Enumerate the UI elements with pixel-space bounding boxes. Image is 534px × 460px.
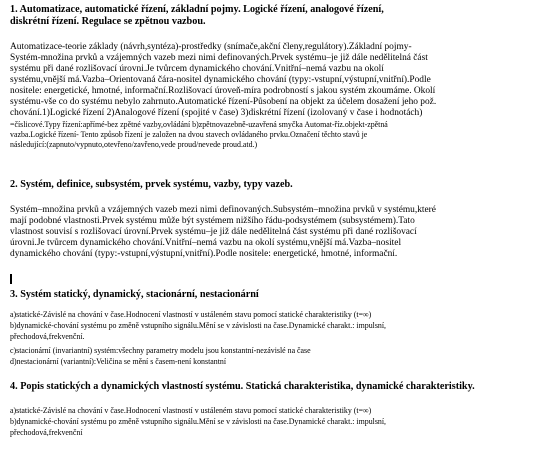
section-2-text-line: mají podobné vlastnosti.Prvek systému může být systémem nižšího řádu-podsystémem (subsystémem).Tato: [10, 216, 415, 226]
section-2-text-line: dynamického chování (typy:-vstupní,výstupní,vnitřní).Podle nositele: energetické, hmotné, informační.: [10, 249, 398, 259]
section-3-small-line: c)stacionární (invariantní) systém:všechny parametry modelu jsou konstantní-nezávislé na čase: [10, 346, 311, 355]
section-1-text-line: chování.1)Logické řízení 2)Analogové řízení (spojité v čase) 3)diskrétní řízení (izolovaný v čase i hodnotách): [10, 108, 423, 118]
section-1-small-line: vazba.Logické řízení- Tento způsob řízení je založen na dvou stavech ovládaného prvku.Označení těchto stavů je: [10, 130, 368, 139]
section-3-small-line: b)dynamické-chování systému po změně vstupního signálu.Mění se v závislosti na čase.Dynamické charakt.: impulsní,: [10, 321, 387, 330]
section-1-text-line: nositele: energetické, hmotné, informační.Rozlišovací úroveň-míra podrobností s jakou systém zkoumáme. Okolí: [10, 86, 436, 96]
section-1-text-line: systému při dané rozlišovací úrovni.Je tvůrcem dynamického chování.Vnitřní–nemá vazbu na okolí: [10, 64, 384, 74]
section-3-small-line: a)statické-Závislé na chování v čase.Hodnocení vlastností v ustáleném stavu pomocí statické charakteristiky (t=∞): [10, 310, 372, 319]
section-1-text-line: Automatizace-teorie základy (návrh,syntéza)-prostředky (snímače,akční členy,regulátory).Základní pojmy-: [10, 42, 412, 52]
section-1-small-line: =číslicové.Typy řízení:apřímé-bez zpětné vazby,ovládání b)zpětnovazebně-uzavřená smyčka Automat-říz.objekt-zpětná: [10, 120, 388, 129]
section-1-heading-line-1: 1. Automatizace, automatické řízení, základní pojmy. Logické řízení, analogové řízení,: [10, 4, 384, 15]
text-cursor: [10, 274, 12, 284]
section-3-small-line: d)nestacionární (variantní):Veličina se mění s časem-není konstantní: [10, 357, 227, 366]
section-4-small-line: a)statické-Závislé na chování v čase.Hodnocení vlastností v ustáleném stavu pomocí statické charakteristiky (t=∞): [10, 406, 372, 415]
section-2-text-line: Systém–množina prvků a vzájemných vazeb mezi nimi definovaných.Subsystém–množina prvků v systému,které: [10, 205, 436, 215]
section-3-heading: 3. Systém statický, dynamický, stacionární, nestacionární: [10, 289, 259, 300]
section-4-heading: 4. Popis statických a dynamických vlastností systému. Statická charakteristika, dynamické charakteristiky.: [10, 381, 475, 392]
section-4-small-line: přechodová,frekvenční: [10, 428, 83, 437]
section-2-heading: 2. Systém, definice, subsystém, prvek systému, vazby, typy vazeb.: [10, 179, 293, 190]
section-2-text-line: úrovni.Je tvůrcem dynamického chování.Vnitřní–nemá vazbu na okolí systému,vnější má.Vazba–nositel: [10, 238, 402, 248]
section-1-text-line: systému-vše co do systému nebylo zahrnuto.Automatické řízení-Působení na objekt za účelem dosažení jeho pož.: [10, 97, 437, 107]
section-1-text-line: systému,vnější má.Vazba–Orientovaná čára-nositel dynamického chování (typy:-vstupní,výstupní,vnitřní).Podle: [10, 75, 431, 85]
section-2-text-line: vlastnost souvisí s rozlišovací úrovní.Prvek systému–je již dále nedělitelná část systému při dané rozlišovací: [10, 227, 417, 237]
section-3-small-line: přechodová,frekvenční.: [10, 332, 85, 341]
section-1-heading-line-2: diskrétní řízení. Regulace se zpětnou vazbou.: [10, 16, 206, 27]
section-1-text-line: Systém-množina prvků a vzájemných vazeb mezi nimi definovaných.Prvek systému–je již dále nedělitelná část: [10, 53, 428, 63]
section-4-small-line: b)dynamické-chování systému po změně vstupního signálu.Mění se v závislosti na čase.Dynamické charakt.: impulsní,: [10, 417, 387, 426]
section-1-small-line: následující:(zapnuto/vypnuto,otevřeno/zavřeno,vede proud/nevede proud.atd.): [10, 140, 258, 149]
